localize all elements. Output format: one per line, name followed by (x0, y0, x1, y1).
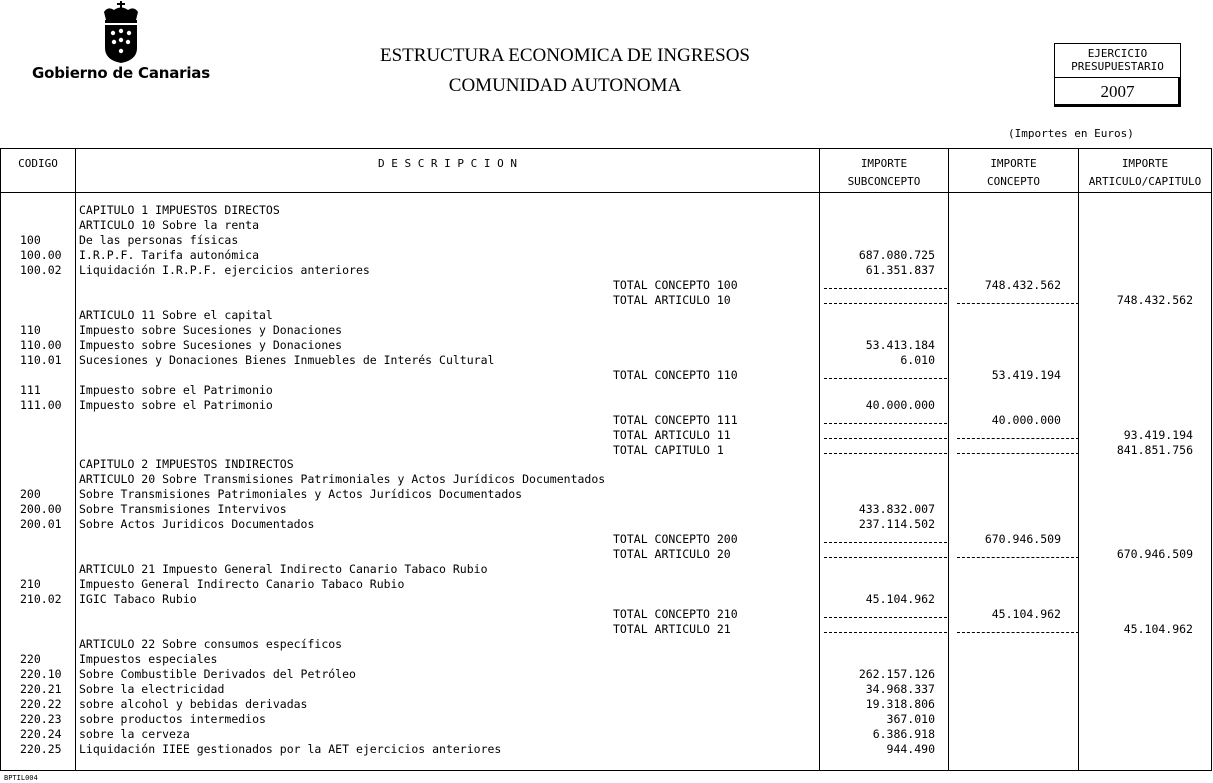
row-total-label: TOTAL ARTICULO 21 (613, 622, 731, 637)
row-code: 100.02 (20, 262, 62, 277)
ejercicio-label-line1: EJERCICIO (1087, 47, 1148, 60)
row-description: Sobre Transmisiones Intervivos (79, 502, 287, 517)
row-total-label: TOTAL CONCEPTO 200 (613, 532, 738, 547)
table-row (1, 413, 1213, 428)
row-description: Liquidación I.R.P.F. ejercicios anteriores (79, 262, 370, 277)
table-row (1, 457, 1213, 472)
row-code: 200.00 (20, 502, 62, 517)
col-header-concepto (949, 155, 1078, 191)
subtotal-dash-line (824, 632, 947, 633)
subtotal-dash-line (957, 438, 1079, 439)
subtotal-dash-line (824, 378, 947, 379)
table-row (1, 233, 1213, 248)
row-importe-subconcepto: 944.490 (886, 741, 935, 756)
table-row (1, 398, 1213, 413)
header-divider (1, 192, 1211, 193)
ejercicio-box (1054, 43, 1181, 107)
table-row (1, 443, 1213, 458)
row-importe-subconcepto: 61.351.837 (865, 262, 935, 277)
row-importe-subconcepto: 34.968.337 (865, 682, 935, 697)
subtotal-dash-line (957, 303, 1079, 304)
table-row (1, 547, 1213, 562)
row-code: 111.00 (20, 397, 62, 412)
row-code: 200.01 (20, 517, 62, 532)
row-importe-articulo: 748.432.562 (1116, 292, 1193, 307)
table-row (1, 218, 1213, 233)
row-description: IGIC Tabaco Rubio (79, 592, 197, 607)
subtotal-dash-line (957, 453, 1079, 454)
subtotal-dash-line (824, 288, 947, 289)
footer-code: BPTIL004 (4, 774, 38, 782)
table-row (1, 383, 1213, 398)
row-total-label: TOTAL CAPITULO 1 (613, 442, 724, 457)
table-row (1, 428, 1213, 443)
row-total-label: TOTAL CONCEPTO 100 (613, 277, 738, 292)
row-description: Sobre Transmisiones Patrimoniales y Actos Jurídicos Documentados (79, 487, 523, 502)
table-row (1, 592, 1213, 607)
row-importe-concepto: 53.419.194 (991, 367, 1061, 382)
col-header-subconcepto-line2: SUBCONCEPTO (847, 175, 921, 188)
row-importe-subconcepto: 262.157.126 (858, 667, 935, 682)
table-row (1, 308, 1213, 323)
row-description: Sobre Actos Juridicos Documentados (79, 517, 315, 532)
row-importe-articulo: 45.104.962 (1123, 622, 1193, 637)
col-header-codigo: CODIGO (18, 157, 58, 170)
table-row (1, 742, 1213, 757)
subtotal-dash-line (824, 423, 947, 424)
importes-note: (Importes en Euros) (1008, 127, 1134, 140)
table-row (1, 607, 1213, 622)
row-code: 220.24 (20, 726, 62, 741)
row-importe-subconcepto: 53.413.184 (865, 337, 935, 352)
row-code: 220.10 (20, 667, 62, 682)
row-description: sobre la cerveza (79, 726, 190, 741)
row-description: Liquidación IIEE gestionados por la AET ejercicios anteriores (79, 741, 502, 756)
subtotal-dash-line (824, 438, 947, 439)
logo-text: Gobierno de Canarias (32, 64, 210, 82)
row-importe-subconcepto: 6.386.918 (872, 726, 935, 741)
table-row (1, 487, 1213, 502)
col-header-descripcion: D E S C R I P C I O N (377, 157, 518, 170)
row-description: Impuesto sobre Sucesiones y Donaciones (79, 322, 343, 337)
row-importe-subconcepto: 433.832.007 (858, 502, 935, 517)
row-description: Impuesto sobre el Patrimonio (79, 397, 273, 412)
row-description: Impuestos especiales (79, 652, 218, 667)
table-row (1, 652, 1213, 667)
table-row (1, 323, 1213, 338)
row-total-label: TOTAL ARTICULO 20 (613, 547, 731, 562)
row-description: I.R.P.F. Tarifa autonómica (79, 247, 260, 262)
table-row (1, 697, 1213, 712)
row-total-label: TOTAL CONCEPTO 210 (613, 607, 738, 622)
row-code: 220.21 (20, 682, 62, 697)
col-header-subconcepto (820, 155, 948, 191)
table-row (1, 293, 1213, 308)
row-description: sobre alcohol y bebidas derivadas (79, 697, 308, 711)
row-description: Impuesto General Indirecto Canario Tabaco Rubio (79, 577, 405, 592)
subtotal-dash-line (824, 557, 947, 558)
coat-of-arms-icon (28, 0, 218, 64)
row-importe-subconcepto: 6.010 (900, 352, 935, 367)
row-description: ARTICULO 11 Sobre el capital (79, 307, 273, 322)
row-code: 220.23 (20, 711, 62, 726)
table-row (1, 727, 1213, 742)
col-header-concepto-line2: CONCEPTO (987, 175, 1040, 188)
table-row (1, 637, 1213, 652)
row-description: ARTICULO 20 Sobre Transmisiones Patrimoniales y Actos Jurídicos Documentados (79, 472, 606, 487)
row-code: 110.00 (20, 337, 62, 352)
row-description: ARTICULO 10 Sobre la renta (79, 217, 260, 232)
col-header-subconcepto-line1: IMPORTE (860, 157, 908, 170)
row-importe-subconcepto: 687.080.725 (858, 247, 935, 262)
table-row (1, 562, 1213, 577)
ejercicio-label-line2: PRESUPUESTARIO (1071, 60, 1164, 73)
table-row (1, 263, 1213, 278)
table-row (1, 577, 1213, 592)
table-row (1, 667, 1213, 682)
table-row (1, 203, 1213, 218)
row-importe-articulo: 670.946.509 (1116, 547, 1193, 562)
row-code: 210.02 (20, 592, 62, 607)
row-importe-concepto: 670.946.509 (984, 532, 1061, 547)
row-code: 220.22 (20, 697, 62, 711)
document-title: ESTRUCTURA ECONOMICA DE INGRESOS (379, 45, 750, 66)
row-importe-concepto: 40.000.000 (991, 412, 1061, 427)
row-importe-subconcepto: 40.000.000 (865, 397, 935, 412)
table-row (1, 517, 1213, 532)
row-code: 111 (20, 382, 41, 397)
table-row (1, 622, 1213, 637)
table-row (1, 278, 1213, 293)
col-header-articulo-line2: ARTICULO/CAPITULO (1088, 175, 1202, 188)
table-row (1, 682, 1213, 697)
col-header-concepto-line1: IMPORTE (990, 157, 1037, 170)
row-code: 110.01 (20, 352, 62, 367)
document-subtitle: COMUNIDAD AUTONOMA (448, 75, 682, 96)
row-importe-subconcepto: 237.114.502 (858, 517, 935, 532)
table-row (1, 532, 1213, 547)
subtotal-dash-line (957, 557, 1079, 558)
row-importe-subconcepto: 19.318.806 (865, 697, 935, 711)
table-row (1, 712, 1213, 727)
row-importe-articulo: 841.851.756 (1116, 442, 1193, 457)
row-importe-concepto: 748.432.562 (984, 277, 1061, 292)
row-code: 220 (20, 652, 41, 667)
row-importe-subconcepto: 45.104.962 (865, 592, 935, 607)
row-description: Sobre Combustible Derivados del Petróleo (79, 667, 356, 682)
table-row (1, 368, 1213, 383)
ejercicio-label (1055, 44, 1180, 78)
table-row (1, 353, 1213, 368)
row-total-label: TOTAL ARTICULO 10 (613, 292, 731, 307)
row-description: ARTICULO 21 Impuesto General Indirecto Canario Tabaco Rubio (79, 562, 488, 577)
row-description: sobre productos intermedios (79, 711, 266, 726)
col-header-articulo (1079, 155, 1211, 191)
income-table (0, 148, 1212, 771)
row-description: Sobre la electricidad (79, 682, 225, 697)
subtotal-dash-line (824, 617, 947, 618)
row-code: 100.00 (20, 247, 62, 262)
row-code: 110 (20, 322, 41, 337)
subtotal-dash-line (824, 453, 947, 454)
row-code: 200 (20, 487, 41, 502)
subtotal-dash-line (824, 542, 947, 543)
row-importe-articulo: 93.419.194 (1123, 427, 1193, 442)
row-code: 210 (20, 577, 41, 592)
row-description: Impuesto sobre Sucesiones y Donaciones (79, 337, 343, 352)
subtotal-dash-line (957, 632, 1079, 633)
table-row (1, 338, 1213, 353)
table-row (1, 472, 1213, 487)
subtotal-dash-line (824, 303, 947, 304)
table-row (1, 502, 1213, 517)
row-description: ARTICULO 22 Sobre consumos específicos (79, 637, 343, 652)
row-description: CAPITULO 2 IMPUESTOS INDIRECTOS (79, 457, 294, 472)
row-description: De las personas físicas (79, 232, 239, 247)
col-header-articulo-line1: IMPORTE (1121, 157, 1169, 170)
row-description: Impuesto sobre el Patrimonio (79, 382, 273, 397)
row-total-label: TOTAL CONCEPTO 111 (613, 412, 738, 427)
row-importe-subconcepto: 367.010 (886, 711, 935, 726)
row-importe-concepto: 45.104.962 (991, 607, 1061, 622)
row-total-label: TOTAL CONCEPTO 110 (613, 367, 738, 382)
ejercicio-year: 2007 (1055, 78, 1180, 106)
table-row (1, 248, 1213, 263)
row-description: CAPITULO 1 IMPUESTOS DIRECTOS (79, 203, 280, 217)
row-total-label: TOTAL ARTICULO 11 (613, 427, 731, 442)
row-code: 220.25 (20, 741, 62, 756)
gobierno-canarias-logo (28, 0, 218, 88)
row-code: 100 (20, 232, 41, 247)
row-description: Sucesiones y Donaciones Bienes Inmuebles de Interés Cultural (79, 352, 495, 367)
